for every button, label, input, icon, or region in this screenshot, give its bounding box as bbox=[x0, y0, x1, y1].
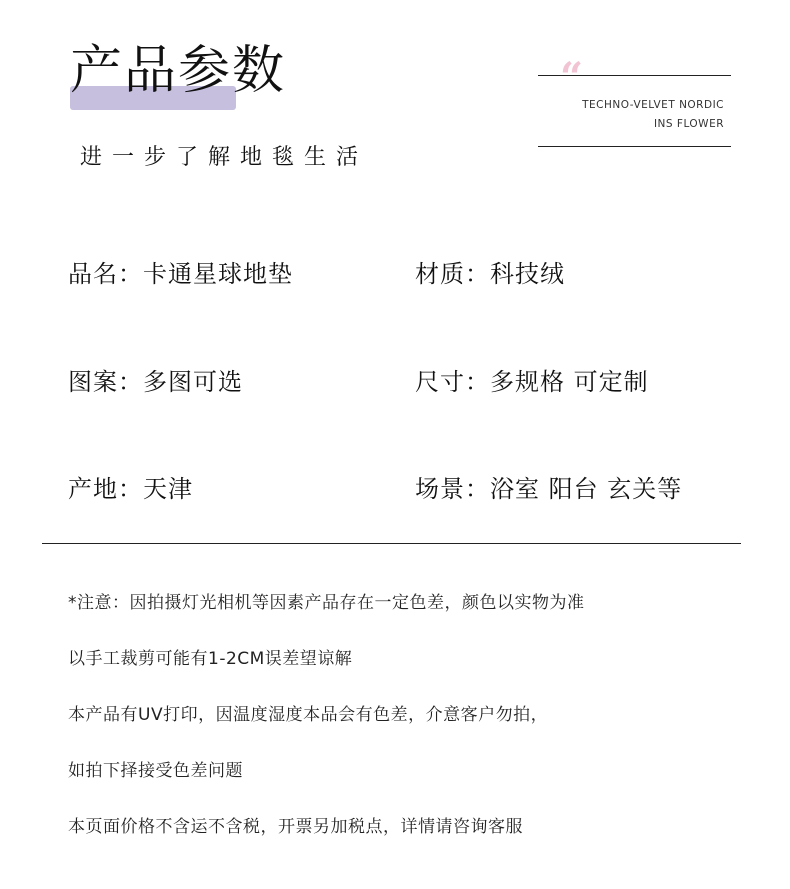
note-line: *注意：因拍摄灯光相机等因素产品存在一定色差，颜色以实物为准 bbox=[68, 593, 585, 613]
note-line: 本产品有UV打印，因温度湿度本品会有色差，介意客户勿拍， bbox=[68, 705, 549, 725]
page-subtitle: 进一步了解地毯生活 bbox=[80, 145, 369, 170]
divider bbox=[538, 146, 731, 147]
note-line: 本页面价格不含运不含税，开票另加税点，详情请咨询客服 bbox=[68, 817, 523, 837]
note-line: 如拍下择接受色差问题 bbox=[68, 761, 243, 781]
quote-icon: “ bbox=[560, 54, 584, 101]
spec-material: 材质：科技绒 bbox=[415, 260, 565, 288]
section-divider bbox=[42, 543, 741, 544]
note-line: 以手工裁剪可能有1-2CM误差望谅解 bbox=[68, 649, 353, 669]
spec-origin: 产地：天津 bbox=[68, 475, 193, 503]
spec-size: 尺寸：多规格 可定制 bbox=[415, 368, 649, 396]
quote-text-1: TECHNO-VELVET NORDIC bbox=[582, 99, 724, 111]
page-title: 产品参数 bbox=[70, 41, 287, 101]
spec-name: 品名：卡通星球地垫 bbox=[68, 260, 293, 288]
spec-scene: 场景：浴室 阳台 玄关等 bbox=[415, 475, 683, 503]
quote-text-2: INS FLOWER bbox=[653, 118, 724, 130]
spec-pattern: 图案：多图可选 bbox=[68, 368, 243, 396]
